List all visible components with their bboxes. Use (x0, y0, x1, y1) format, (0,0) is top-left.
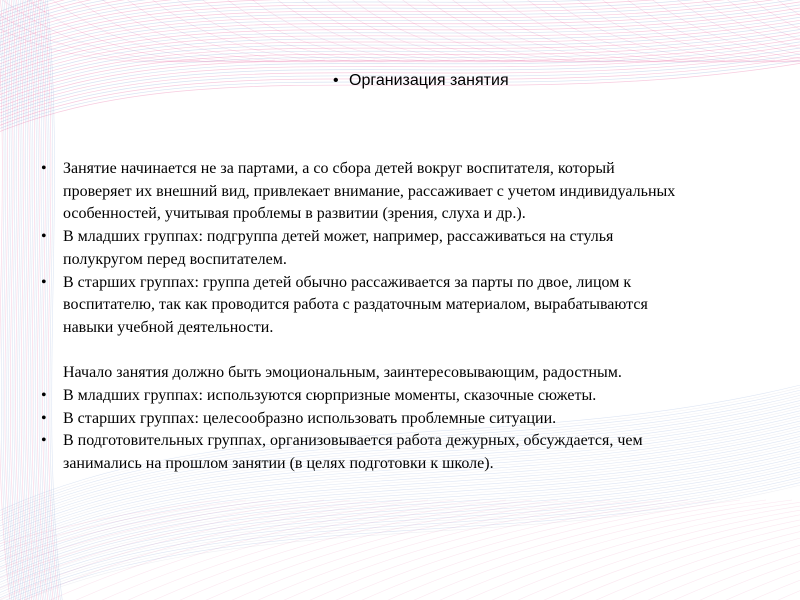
bullet-dot: • (41, 387, 47, 405)
bullet-item (38, 430, 800, 475)
title-bullet: • (333, 72, 339, 89)
text-line: В младших группах: используются сюрпризные моменты, сказочные сюжеты. (63, 387, 597, 405)
slide-title (333, 71, 773, 91)
bullet-dot: • (41, 432, 47, 450)
bullet-dot: • (41, 228, 47, 246)
bullet-dot: • (41, 409, 47, 427)
title-text: Организация занятия (349, 72, 509, 89)
bullet-item (38, 385, 800, 408)
bullet-dot: • (41, 273, 47, 291)
text-line: проверяет их внешний вид, привлекает внимание, рассаживает с учетом индивидуальных (63, 182, 676, 200)
paragraph-gap (38, 340, 800, 363)
paragraph-item (38, 362, 800, 385)
text-line: Занятие начинается не за партами, а со сбора детей вокруг воспитателя, который (63, 160, 615, 177)
bullet-item (38, 272, 800, 340)
text-line: Начало занятия должно быть эмоциональным, заинтересовывающим, радостным. (63, 364, 622, 382)
text-line: В младших группах: подгруппа детей может, например, рассаживаться на стулья (63, 228, 614, 246)
text-line: В старших группах: целесообразно использовать проблемные ситуации. (63, 409, 557, 427)
bullet-item (38, 408, 800, 431)
bullet-item (38, 226, 800, 271)
bullet-dot: • (41, 160, 47, 177)
slide-body (38, 158, 800, 476)
text-line: В подготовительных группах, организовывается работа дежурных, обсуждается, чем (63, 432, 643, 450)
text-line: В старших группах: группа детей обычно рассаживается за парты по двое, лицом к (63, 273, 632, 291)
text-line: воспитателю, так как проводится работа с раздаточным материалом, вырабатываются (63, 296, 648, 314)
text-line: полукругом перед воспитателем. (63, 250, 287, 268)
text-line: занимались на прошлом занятии (в целях подготовки к школе). (63, 455, 494, 473)
text-line: особенностей, учитывая проблемы в развитии (зрения, слуха и др.). (63, 205, 526, 223)
bullet-item (38, 158, 800, 226)
text-line: навыки учебной деятельности. (63, 318, 274, 336)
